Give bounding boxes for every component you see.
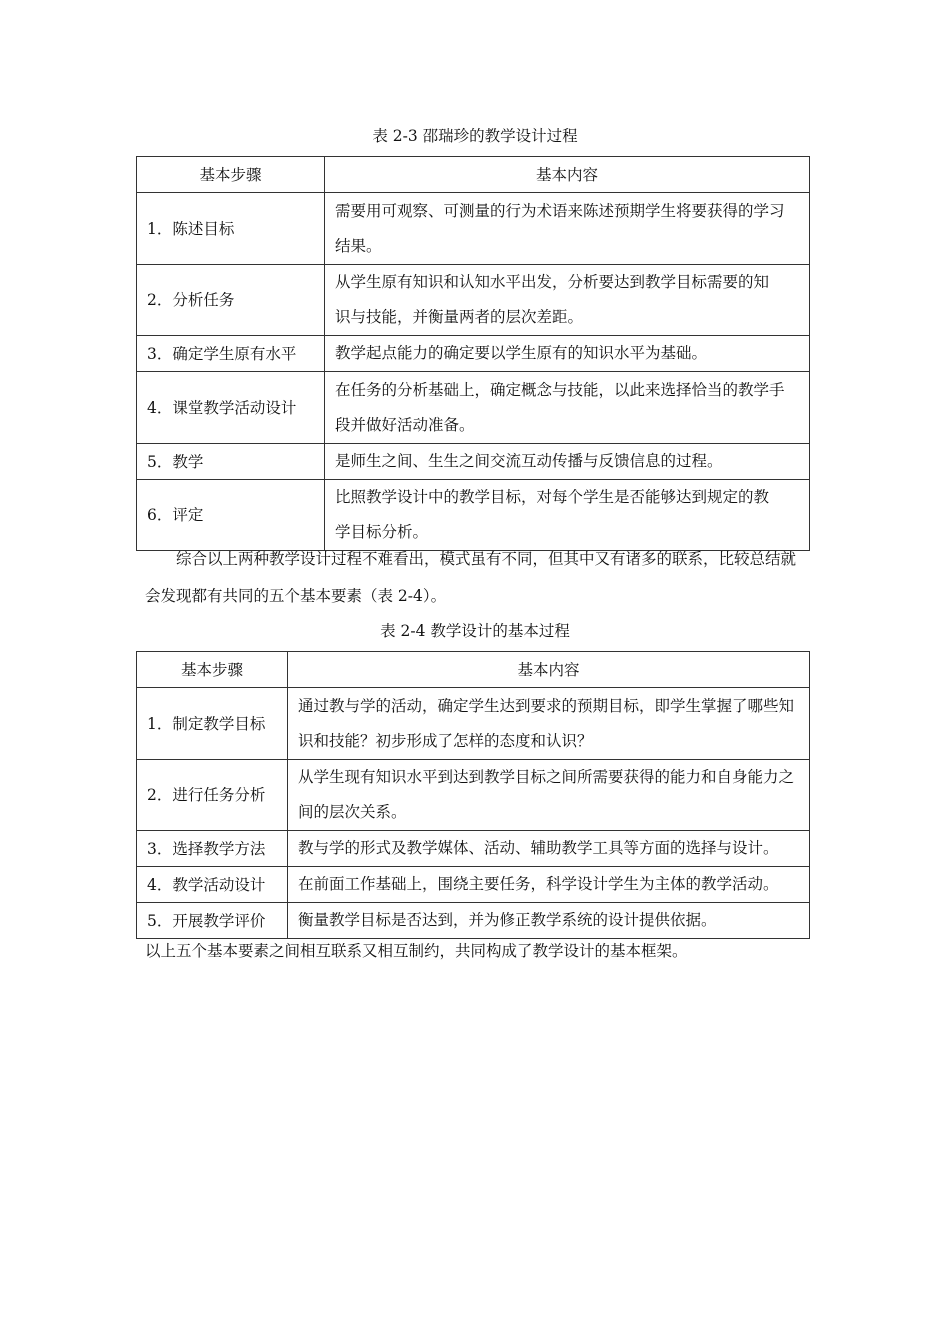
header-content: 基本内容	[288, 652, 810, 688]
table-row	[137, 760, 810, 831]
table-row	[137, 867, 810, 903]
table-row	[137, 688, 810, 760]
table-row	[137, 372, 810, 444]
content-cell: 比照教学设计中的教学目标，对每个学生是否能够达到规定的教学目标分析。	[325, 480, 810, 551]
header-step: 基本步骤	[137, 157, 325, 193]
step-cell: 6．评定	[137, 480, 325, 551]
header-content: 基本内容	[325, 157, 810, 193]
content-cell: 教与学的形式及教学媒体、活动、辅助教学工具等方面的选择与设计。	[288, 831, 810, 867]
step-cell: 2．进行任务分析	[137, 760, 288, 831]
body-paragraph: 综合以上两种教学设计过程不难看出，模式虽有不同，但其中又有诸多的联系，比较总结就会发现都有共同的五个基本要素（表 2-4）。	[145, 550, 797, 605]
table-row	[137, 480, 810, 551]
table-header-row	[137, 157, 810, 193]
content-cell: 教学起点能力的确定要以学生原有的知识水平为基础。	[325, 336, 810, 372]
table-row	[137, 193, 810, 265]
table-2-4-caption: 表 2-4 教学设计的基本过程	[380, 622, 570, 640]
table-row	[137, 903, 810, 939]
table-2-4	[136, 651, 810, 939]
step-cell: 1．制定教学目标	[137, 688, 288, 760]
content-cell: 在前面工作基础上，围绕主要任务，科学设计学生为主体的教学活动。	[288, 867, 810, 903]
table-header-row	[137, 652, 810, 688]
step-cell: 5．开展教学评价	[137, 903, 288, 939]
step-cell: 3．确定学生原有水平	[137, 336, 325, 372]
table-row	[137, 444, 810, 480]
content-cell: 衡量教学目标是否达到，并为修正教学系统的设计提供依据。	[288, 903, 810, 939]
content-cell: 是师生之间、生生之间交流互动传播与反馈信息的过程。	[325, 444, 810, 480]
step-cell: 2．分析任务	[137, 265, 325, 336]
table-row	[137, 336, 810, 372]
content-cell: 需要用可观察、可测量的行为术语来陈述预期学生将要获得的学习结果。	[325, 193, 810, 265]
content-cell: 通过教与学的活动，确定学生达到要求的预期目标，即学生掌握了哪些知识和技能？初步形成了怎样的态度和认识？	[288, 688, 810, 760]
step-cell: 5．教学	[137, 444, 325, 480]
step-cell: 3．选择教学方法	[137, 831, 288, 867]
header-step: 基本步骤	[137, 652, 288, 688]
step-cell: 1．陈述目标	[137, 193, 325, 265]
content-cell: 从学生原有知识和认知水平出发，分析要达到教学目标需要的知识与技能，并衡量两者的层次差距。	[325, 265, 810, 336]
content-cell: 在任务的分析基础上，确定概念与技能，以此来选择恰当的教学手段并做好活动准备。	[325, 372, 810, 444]
table-row	[137, 831, 810, 867]
step-cell: 4．课堂教学活动设计	[137, 372, 325, 444]
table-2-3-caption: 表 2-3 邵瑞珍的教学设计过程	[372, 127, 578, 145]
closing-paragraph: 以上五个基本要素之间相互联系又相互制约，共同构成了教学设计的基本框架。	[145, 942, 688, 960]
content-cell: 从学生现有知识水平到达到教学目标之间所需要获得的能力和自身能力之间的层次关系。	[288, 760, 810, 831]
step-cell: 4．教学活动设计	[137, 867, 288, 903]
table-row	[137, 265, 810, 336]
table-2-3	[136, 156, 810, 551]
